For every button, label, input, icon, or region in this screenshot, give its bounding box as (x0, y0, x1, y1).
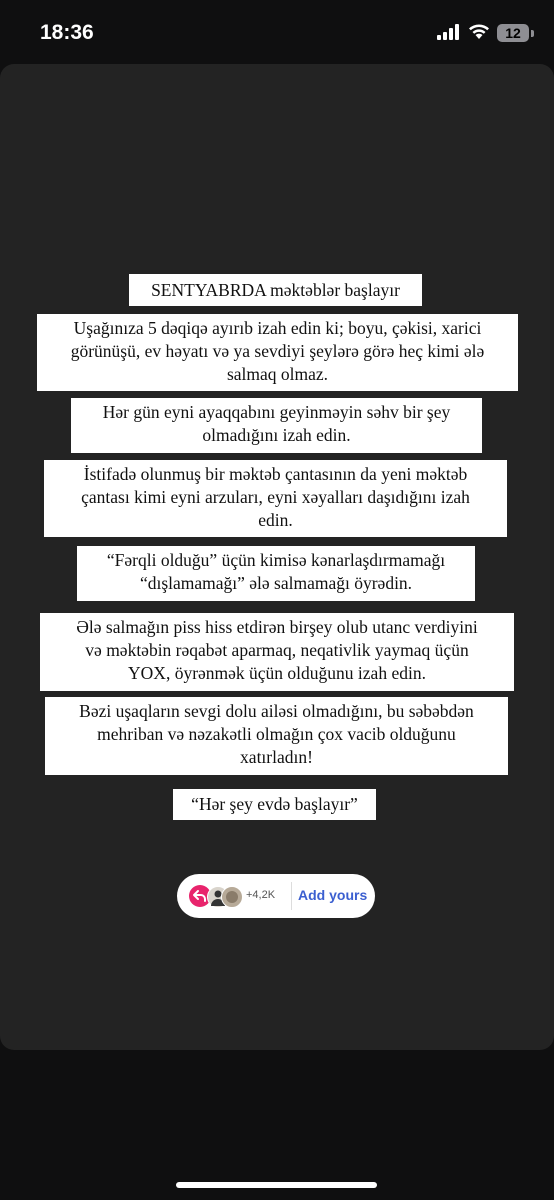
text-line: SENTYABRDA məktəblər başlayır (151, 280, 400, 300)
text-line: “Hər şey evdə başlayır” (191, 794, 358, 814)
add-yours-button[interactable]: Add yours (298, 887, 368, 903)
battery-level: 12 (505, 25, 521, 41)
text-line: edin. (258, 510, 293, 530)
story-text-block (45, 697, 508, 775)
story-text-block (77, 546, 475, 601)
text-line: Uşağınıza 5 dəqiqə ayırıb izah edin ki; boyu, çəkisi, xarici (73, 318, 482, 338)
story-text-block (129, 274, 422, 306)
story-text-block (173, 789, 376, 820)
text-line: salmaq olmaz. (226, 364, 329, 384)
sticker-divider (291, 882, 292, 910)
text-line: xatırladın! (240, 747, 313, 767)
text-line: Ələ salmağın piss hiss etdirən birşey olub utanc verdiyini (76, 617, 478, 637)
text-line: və məktəbin rəqabət aparmaq, neqativlik yaymaq üçün (85, 640, 469, 660)
participants-count: +4,2K (246, 889, 276, 901)
status-bar (0, 0, 554, 66)
battery-tip (531, 30, 534, 37)
add-yours-sticker[interactable] (177, 874, 375, 918)
story-text-block (37, 314, 518, 391)
text-line: YOX, öyrənmək üçün olduğunu izah edin. (128, 663, 426, 683)
text-line: çantası kimi eyni arzuları, eyni xəyalları daşıdığını izah (81, 487, 470, 507)
text-line: “Fərqli olduğu” üçün kimisə kənarlaşdırmamağı (106, 550, 446, 570)
wifi-icon (468, 22, 490, 40)
text-line: Hər gün eyni ayaqqabını geyinməyin səhv bir şey (102, 402, 451, 422)
cellular-signal-icon (437, 24, 459, 40)
story-text-block (71, 398, 482, 453)
text-line: görünüşü, ev həyatı və ya sevdiyi şeylərə görə heç kimi ələ (70, 341, 485, 361)
story-text-block (44, 460, 507, 537)
text-line: Bəzi uşaqların sevgi dolu ailəsi olmadığını, bu səbəbdən (79, 701, 474, 721)
text-line: İstifadə olunmuş bir məktəb çantasının da yeni məktəb (83, 464, 468, 484)
participant-avatar (221, 886, 243, 908)
text-line: olmadığını izah edin. (202, 425, 351, 445)
text-line: “dışlamamağı” ələ salmamağı öyrədin. (139, 573, 413, 593)
status-time: 18:36 (40, 21, 94, 44)
battery-icon (497, 24, 529, 42)
home-indicator[interactable] (176, 1182, 377, 1188)
text-line: mehriban və nəzakətli olmağın çox vacib olduğunu (97, 724, 456, 744)
story-text-block (40, 613, 514, 691)
